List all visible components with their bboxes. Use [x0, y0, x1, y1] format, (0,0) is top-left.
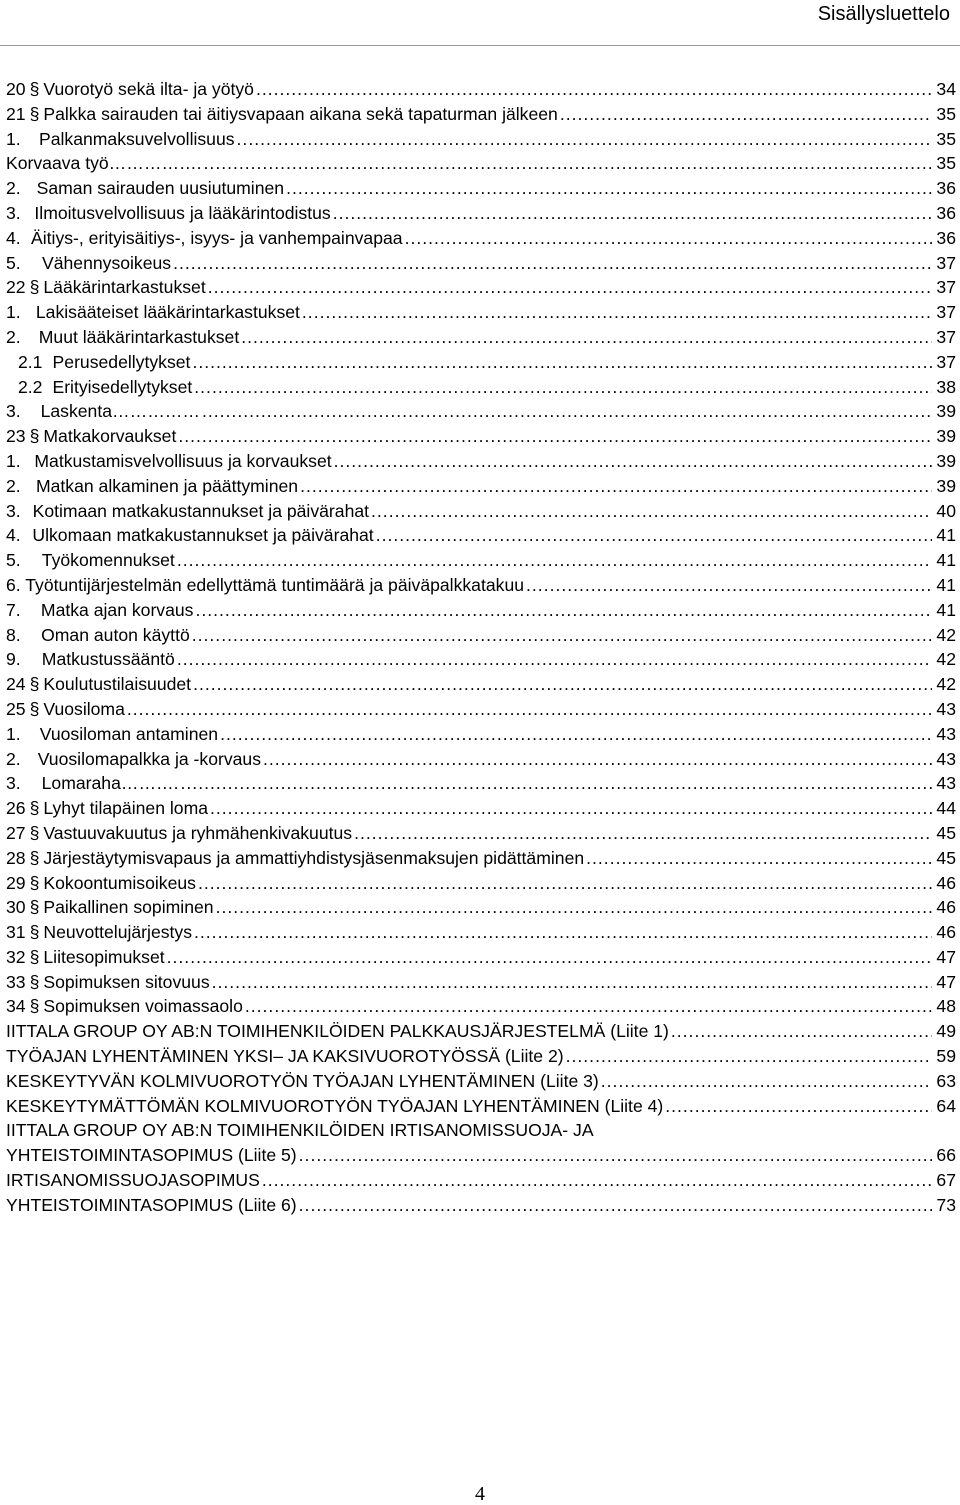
dot-leader	[586, 846, 932, 871]
entry-title: Matkakorvaukset	[43, 426, 177, 447]
entry-title: Matkustussääntö	[41, 649, 175, 670]
toc-entry[interactable]	[6, 771, 956, 796]
toc-entry[interactable]	[6, 697, 956, 722]
toc-entry[interactable]	[6, 598, 956, 623]
toc-entry[interactable]	[6, 796, 956, 821]
page-ref: 59	[936, 1046, 956, 1067]
section-number: 31	[6, 922, 26, 943]
entry-title: Vähennysoikeus	[41, 252, 172, 273]
entry-title: Perusedellytykset	[52, 351, 191, 372]
toc-entry[interactable]	[6, 102, 956, 127]
entry-title: Palkka sairauden tai äitiysvapaan aikana sekä tapaturman jälkeen	[43, 103, 558, 124]
page-ref: 39	[936, 450, 956, 471]
entry-title: Kokoontumisoikeus	[43, 872, 196, 893]
entry-title: Neuvottelujärjestys	[43, 922, 193, 943]
dot-leader	[334, 449, 932, 474]
dot-leader	[208, 275, 932, 300]
section-number: 23	[6, 426, 26, 447]
dot-leader	[299, 1193, 932, 1218]
item-number: 4.	[6, 227, 21, 248]
toc-entry[interactable]	[6, 846, 956, 871]
section-sign: §	[29, 922, 40, 943]
entry-title: Matka ajan korvaus	[40, 599, 194, 620]
entry-title: Kotimaan matkakustannukset ja päivärahat	[32, 500, 370, 521]
toc-entry[interactable]	[6, 920, 956, 945]
entry-title: Vuorotyö sekä ilta- ja yötyö	[43, 79, 254, 99]
item-number: 4.	[6, 525, 21, 546]
toc-entry[interactable]	[6, 548, 956, 573]
dot-leader	[173, 251, 932, 276]
dot-leader	[671, 1019, 932, 1044]
entry-title: TYÖAJAN LYHENTÄMINEN YKSI– JA KAKSIVUOROTYÖSSÄ (Liite 2)	[6, 1046, 564, 1067]
entry-title: Liitesopimukset	[43, 946, 165, 967]
dot-leader	[256, 77, 932, 102]
page-ref: 36	[936, 202, 956, 223]
section-sign: §	[29, 996, 40, 1017]
page-ref: 39	[936, 426, 956, 447]
dot-leader	[286, 176, 932, 201]
entry-title: Erityisedellytykset	[52, 376, 193, 397]
section-sign: §	[29, 277, 40, 298]
page-ref: 47	[936, 946, 956, 967]
entry-title: Sopimuksen sitovuus	[43, 971, 210, 992]
page-ref: 43	[936, 748, 956, 769]
section-number: 28	[6, 847, 26, 868]
toc-entry[interactable]	[6, 747, 956, 772]
entry-title: KESKEYTYVÄN KOLMIVUOROTYÖN TYÖAJAN LYHENTÄMINEN (Liite 3)	[6, 1070, 599, 1091]
item-number: 2.2	[18, 376, 43, 397]
page-ref: 35	[936, 103, 956, 124]
dot-leader	[245, 994, 932, 1019]
page-ref: 45	[936, 822, 956, 843]
item-number: 2.1	[18, 351, 43, 372]
toc-entry[interactable]	[6, 970, 956, 995]
section-number: 25	[6, 698, 26, 719]
page-ref: 39	[936, 475, 956, 496]
section-number: 26	[6, 798, 26, 819]
dot-leader	[237, 127, 932, 152]
section-sign: §	[29, 798, 40, 819]
toc-entry[interactable]	[6, 176, 956, 201]
entry-title: Laskenta……………	[40, 401, 200, 422]
section-sign: §	[29, 426, 40, 447]
section-sign: §	[29, 103, 40, 124]
page-ref: 39	[936, 401, 956, 422]
entry-title: Korvaava työ…………….	[6, 153, 202, 174]
toc-entry[interactable]	[6, 350, 956, 375]
dot-leader	[262, 1168, 932, 1193]
page-ref: 46	[936, 872, 956, 893]
page-ref: 37	[936, 277, 956, 298]
page-ref: 73	[936, 1194, 956, 1215]
dot-leader	[194, 920, 932, 945]
item-number: 3.	[6, 773, 21, 794]
entry-title: Työtuntijärjestelmän edellyttämä tuntimäärä ja päiväpalkkatakuu	[25, 574, 525, 595]
page-ref: 43	[936, 698, 956, 719]
page-ref: 44	[936, 798, 956, 819]
dot-leader	[212, 970, 932, 995]
toc-entry[interactable]	[6, 672, 956, 697]
dot-leader	[167, 945, 932, 970]
dot-leader	[526, 573, 932, 598]
toc-entry[interactable]	[6, 77, 956, 102]
dot-leader	[181, 771, 932, 796]
entry-title: Järjestäytymisvapaus ja ammattiyhdistysjäsenmaksujen pidättäminen	[43, 847, 585, 868]
section-number: 29	[6, 872, 26, 893]
section-sign: §	[29, 946, 40, 967]
dot-leader	[405, 226, 932, 251]
entry-title: Vuosiloman antaminen	[39, 723, 219, 744]
toc-entry[interactable]	[6, 1193, 956, 1218]
section-sign: §	[29, 872, 40, 893]
section-number: 20	[6, 79, 26, 99]
section-sign: §	[29, 847, 40, 868]
toc-entry[interactable]	[6, 399, 956, 424]
entry-title: Ulkomaan matkakustannukset ja päivärahat	[32, 525, 374, 546]
dot-leader	[333, 201, 932, 226]
dot-leader	[241, 325, 932, 350]
dot-leader	[193, 672, 932, 697]
item-number: 2.	[6, 326, 21, 347]
dot-leader	[216, 895, 932, 920]
page-ref: 42	[936, 649, 956, 670]
dot-leader	[177, 548, 932, 573]
item-number: 1.	[6, 723, 21, 744]
dot-leader	[601, 1069, 932, 1094]
page-ref: 41	[936, 550, 956, 571]
toc-entry[interactable]	[6, 821, 956, 846]
dot-leader	[566, 1044, 932, 1069]
toc-entry[interactable]	[6, 945, 956, 970]
entry-title: Lyhyt tilapäinen loma	[43, 798, 209, 819]
toc-entry[interactable]	[6, 325, 956, 350]
entry-title: Vuosilomapalkka ja -korvaus	[37, 748, 261, 769]
entry-title: YHTEISTOIMINTASOPIMUS (Liite 5)	[6, 1145, 297, 1166]
page-ref: 67	[936, 1170, 956, 1191]
section-number: 34	[6, 996, 26, 1017]
header-title: Sisällysluettelo	[817, 3, 950, 25]
entry-title: Koulutustilaisuudet	[43, 674, 192, 695]
toc-entry[interactable]	[6, 201, 956, 226]
entry-title: Lomaraha……….	[41, 773, 179, 794]
toc-entry[interactable]	[6, 1044, 956, 1069]
dot-leader	[202, 399, 932, 424]
dot-leader	[198, 871, 932, 896]
toc-entry[interactable]	[6, 1094, 956, 1119]
toc-entry[interactable]	[6, 275, 956, 300]
dot-leader	[665, 1094, 932, 1119]
toc-entry[interactable]	[6, 573, 956, 598]
entry-title: Matkan alkaminen ja päättyminen	[35, 475, 299, 496]
section-number: 21	[6, 103, 26, 124]
section-sign: §	[29, 822, 40, 843]
entry-title: Palkanmaksuvelvollisuus	[38, 128, 235, 149]
toc-entry[interactable]	[6, 895, 956, 920]
item-number: 3.	[6, 500, 21, 521]
page-ref: 48	[936, 996, 956, 1017]
section-number: 27	[6, 822, 26, 843]
item-number: 8.	[6, 624, 21, 645]
page-ref: 46	[936, 922, 956, 943]
dot-leader	[204, 151, 932, 176]
dot-leader	[178, 424, 932, 449]
toc-entry[interactable]	[6, 375, 956, 400]
dot-leader	[371, 499, 932, 524]
toc-entry[interactable]	[6, 722, 956, 747]
toc-entry-line[interactable]: IITTALA GROUP OY AB:N TOIMIHENKILÖIDEN IRTISANOMISSUOJA- JA	[6, 1120, 594, 1141]
entry-title: Äitiys-, erityisäitiys-, isyys- ja vanhempainvapaa	[31, 227, 403, 248]
entry-title: Oman auton käyttö	[41, 624, 190, 645]
page-number: 4	[475, 1483, 485, 1505]
dot-leader	[127, 697, 932, 722]
entry-title: YHTEISTOIMINTASOPIMUS (Liite 6)	[6, 1194, 297, 1215]
toc-entry[interactable]	[6, 1069, 956, 1094]
dot-leader	[263, 747, 932, 772]
item-number: 3.	[6, 401, 21, 422]
dot-leader	[177, 647, 932, 672]
entry-title: Sopimuksen voimassaolo	[43, 996, 243, 1017]
entry-title: Ilmoitusvelvollisuus ja lääkärintodistus	[34, 202, 331, 223]
page-ref: 43	[936, 773, 956, 794]
page-ref: 40	[936, 500, 956, 521]
dot-leader	[299, 1143, 932, 1168]
dot-leader	[194, 375, 932, 400]
item-number: 9.	[6, 649, 21, 670]
page-ref: 49	[936, 1021, 956, 1042]
toc-entry[interactable]	[6, 1168, 956, 1193]
dot-leader	[354, 821, 932, 846]
page-ref: 37	[936, 351, 956, 372]
page-ref: 46	[936, 897, 956, 918]
item-number: 7.	[6, 599, 21, 620]
dot-leader	[302, 300, 932, 325]
item-number: 2.	[6, 475, 21, 496]
item-number: 2.	[6, 178, 21, 199]
toc-entry[interactable]	[6, 871, 956, 896]
section-number: 30	[6, 897, 26, 918]
entry-title: Vuosiloma	[43, 698, 125, 719]
entry-title: Lääkärintarkastukset	[43, 277, 206, 298]
toc-entry[interactable]	[6, 449, 956, 474]
entry-title: Vastuuvakuutus ja ryhmähenkivakuutus	[43, 822, 353, 843]
page-ref: 47	[936, 971, 956, 992]
section-sign: §	[29, 674, 40, 695]
page-ref: 34	[936, 79, 956, 99]
item-number: 6.	[6, 574, 21, 595]
toc-entry[interactable]	[6, 127, 956, 152]
page-ref: 35	[936, 128, 956, 149]
entry-title: IRTISANOMISSUOJASOPIMUS	[6, 1170, 260, 1191]
item-number: 1.	[6, 128, 21, 149]
toc-entry[interactable]	[6, 499, 956, 524]
dot-leader	[195, 598, 932, 623]
item-number: 3.	[6, 202, 21, 223]
table-of-contents	[6, 77, 956, 1218]
entry-title: KESKEYTYMÄTTÖMÄN KOLMIVUOROTYÖN TYÖAJAN LYHENTÄMINEN (Liite 4)	[6, 1095, 664, 1116]
dot-leader	[192, 350, 932, 375]
section-number: 32	[6, 946, 26, 967]
page-ref: 41	[936, 525, 956, 546]
page-ref: 66	[936, 1145, 956, 1166]
page-header	[0, 0, 960, 46]
toc-entry[interactable]	[6, 151, 956, 176]
entry-title: IITTALA GROUP OY AB:N TOIMIHENKILÖIDEN PALKKAUSJÄRJESTELMÄ (Liite 1)	[6, 1021, 669, 1042]
page-ref: 64	[936, 1095, 956, 1116]
page-ref: 37	[936, 252, 956, 273]
toc-entry[interactable]	[6, 1143, 956, 1168]
entry-title: Matkustamisvelvollisuus ja korvaukset	[34, 450, 332, 471]
section-number: 33	[6, 971, 26, 992]
dot-leader	[210, 796, 932, 821]
toc-entry[interactable]	[6, 647, 956, 672]
entry-title: Muut lääkärintarkastukset	[38, 326, 240, 347]
dot-leader	[376, 523, 932, 548]
toc-entry[interactable]	[6, 251, 956, 276]
dot-leader	[300, 474, 932, 499]
toc-entry[interactable]	[6, 226, 956, 251]
section-sign: §	[29, 79, 40, 99]
dot-leader	[192, 623, 932, 648]
page-ref: 36	[936, 227, 956, 248]
entry-title: Paikallinen sopiminen	[43, 897, 214, 918]
toc-entry[interactable]	[6, 300, 956, 325]
item-number: 2.	[6, 748, 21, 769]
entry-title: Lakisääteiset lääkärintarkastukset	[35, 302, 300, 323]
entry-title: Työkomennukset	[41, 550, 175, 571]
toc-entry[interactable]	[6, 623, 956, 648]
page-ref: 45	[936, 847, 956, 868]
section-sign: §	[29, 971, 40, 992]
item-number: 1.	[6, 302, 21, 323]
toc-entry[interactable]	[6, 1019, 956, 1044]
page-ref: 42	[936, 624, 956, 645]
page-ref: 38	[936, 376, 956, 397]
section-number: 22	[6, 277, 26, 298]
page-ref: 37	[936, 326, 956, 347]
dot-leader	[220, 722, 932, 747]
toc-entry[interactable]	[6, 474, 956, 499]
page-ref: 41	[936, 599, 956, 620]
page-ref: 35	[936, 153, 956, 174]
section-sign: §	[29, 897, 40, 918]
page-ref: 42	[936, 674, 956, 695]
page-ref: 43	[936, 723, 956, 744]
entry-title: Saman sairauden uusiutuminen	[36, 178, 285, 199]
toc-entry[interactable]	[6, 523, 956, 548]
section-sign: §	[29, 698, 40, 719]
item-number: 5.	[6, 252, 21, 273]
item-number: 5.	[6, 550, 21, 571]
item-number: 1.	[6, 450, 21, 471]
section-number: 24	[6, 674, 26, 695]
toc-entry[interactable]	[6, 994, 956, 1019]
toc-entry[interactable]	[6, 424, 956, 449]
page-ref: 63	[936, 1070, 956, 1091]
page-ref: 37	[936, 302, 956, 323]
page-ref: 41	[936, 574, 956, 595]
dot-leader	[560, 102, 932, 127]
page-ref: 36	[936, 178, 956, 199]
